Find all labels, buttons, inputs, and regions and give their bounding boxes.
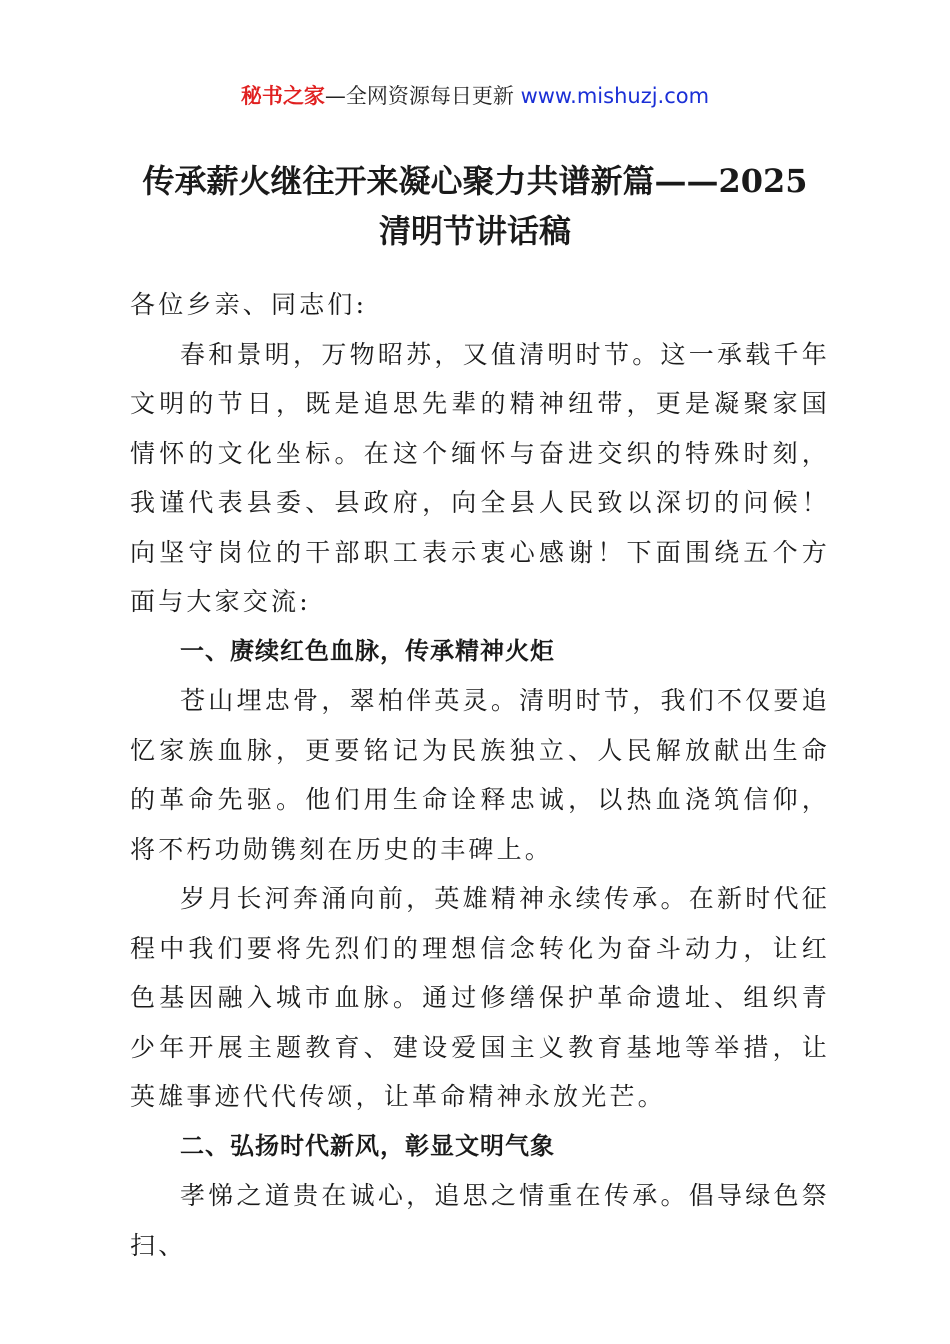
section-heading-1: 一、赓续红色血脉，传承精神火炬 bbox=[180, 636, 555, 665]
paragraph-intro: 春和景明，万物昭苏，又值清明时节。这一承载千年文明的节日，既是追思先辈的精神纽带，更是凝聚家国情怀的文化坐标。在这个缅怀与奋进交织的特殊时刻，我谨代表县委、县政府，向全县人民致以深切的问候！向坚守岗位的干部职工表示衷心感谢！下面围绕五个方面与大家交流: bbox=[130, 339, 830, 616]
document-title bbox=[90, 156, 860, 256]
site-url-link[interactable]: www.mishuzj.com bbox=[520, 84, 710, 108]
paragraph-section1-b: 岁月长河奔涌向前，英雄精神永续传承。在新时代征程中我们要将先烈们的理想信念转化为奋斗动力，让红色基因融入城市血脉。通过修缮保护革命遗址、组织青少年开展主题教育、建设爱国主义教育基地等举措，让英雄事迹代代传颂，让革命精神永放光芒。 bbox=[130, 884, 830, 1111]
paragraph-section1-a: 苍山埋忠骨，翠柏伴英灵。清明时节，我们不仅要追忆家族血脉，更要铭记为民族独立、人民解放献出生命的革命先驱。他们用生命诠释忠诚，以热血浇筑信仰，将不朽功勋镌刻在历史的丰碑上。 bbox=[130, 686, 830, 864]
brand-name: 秘书之家 bbox=[240, 84, 325, 108]
document-body bbox=[130, 280, 830, 1270]
section-heading-2: 二、弘扬时代新风，彰显文明气象 bbox=[180, 1131, 555, 1160]
header-slogan: —全网资源每日更新 bbox=[324, 84, 514, 108]
paragraph-section2-a: 孝悌之道贵在诚心，追思之情重在传承。倡导绿色祭扫、 bbox=[130, 1181, 830, 1260]
title-line-2: 清明节讲话稿 bbox=[378, 212, 571, 250]
salutation: 各位乡亲、同志们: bbox=[130, 290, 368, 319]
title-line-1: 传承薪火继往开来凝心聚力共谱新篇——2025 bbox=[142, 162, 808, 200]
site-header bbox=[0, 80, 950, 112]
